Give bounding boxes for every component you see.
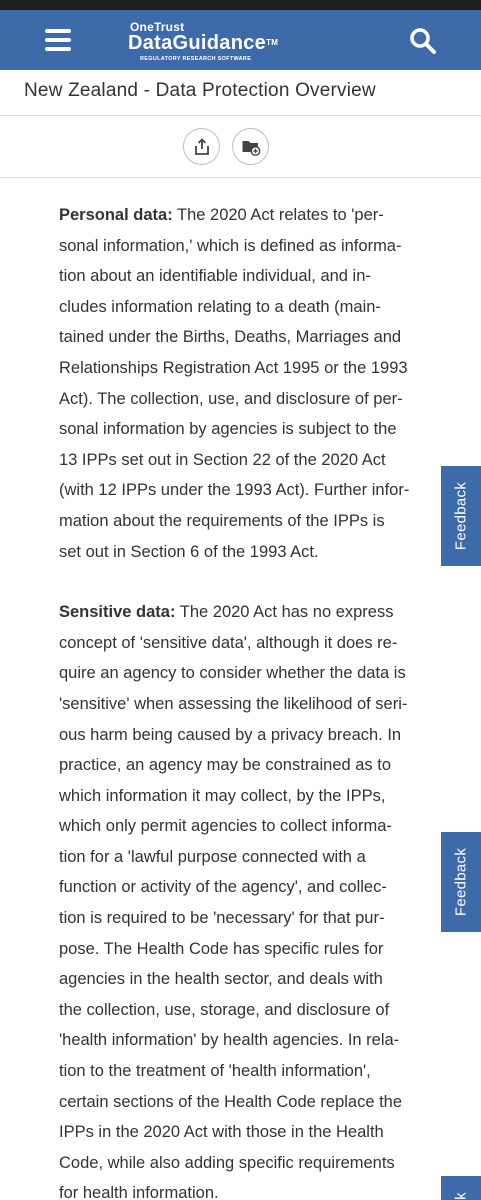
paragraph-line: cludes information relating to a death (main- [59,297,381,316]
logo-tagline: REGULATORY RESEARCH SOFTWARE [140,56,252,62]
paragraph-line: sonal information,' which is defined as informa- [59,236,402,255]
paragraph-line: tion for a 'lawful purpose connected with a [59,847,366,866]
page-title-bar [0,70,481,116]
paragraph-line: Code, while also adding specific requirements [59,1153,395,1172]
paragraph-line: agencies in the health sector, and deals with [59,970,383,989]
share-icon [192,137,212,157]
sensitive-data-paragraph [59,597,429,1200]
paragraph-line: which information it may collect, by the IPPs, [59,786,386,805]
paragraph-line: certain sections of the Health Code replace the [59,1092,403,1111]
add-to-folder-icon [241,137,261,157]
personal-data-paragraph [59,200,429,567]
paragraph-line: Relationships Registration Act 1995 or the 1993 [59,358,408,377]
paragraph-line: for health information. [59,1184,219,1200]
paragraph-line: tained under the Births, Deaths, Marriages and [59,328,402,347]
paragraph-line: 'sensitive' when assessing the likelihood of seri- [59,694,408,713]
paragraph-line: Act). The collection, use, and disclosure of per- [59,389,403,408]
paragraph-line: set out in Section 6 of the 1993 Act. [59,542,319,561]
article-content [59,200,429,1200]
paragraph-line: which only permit agencies to collect informa- [59,817,392,836]
paragraph-line: practice, an agency may be constrained as to [59,756,392,775]
top-navigation-bar [0,10,481,70]
paragraph-line: 'health information' by health agencies. In rela- [59,1031,400,1050]
hamburger-menu-icon[interactable] [42,24,74,56]
dataguidance-logo[interactable] [110,20,300,66]
share-button[interactable] [183,128,220,165]
paragraph-line: pose. The Health Code has specific rules for [59,939,384,958]
paragraph-line: sonal information by agencies is subject to the [59,420,397,439]
paragraph-line: IPPs in the 2020 Act with those in the Health [59,1123,384,1142]
personal-data-heading: Personal data: [59,206,173,224]
paragraph-line: mation about the requirements of the IPPs is [59,511,385,530]
search-icon[interactable] [408,26,438,56]
paragraph-line: Sensitive data: The 2020 Act has no express [59,603,394,622]
feedback-tab-partial[interactable]: k [441,1176,481,1200]
logo-onetrust: OneTrust [130,20,185,34]
feedback-tab[interactable]: Feedback [441,832,481,932]
sensitive-data-heading: Sensitive data: [59,603,176,622]
logo-dataguidance: DataGuidance™ [128,32,279,54]
paragraph-line: quire an agency to consider whether the data is [59,664,406,683]
paragraph-line: tion is required to be 'necessary' for that pur- [59,909,385,928]
paragraph-line: (with 12 IPPs under the 1993 Act). Further infor- [59,481,410,500]
article-actions-bar [0,116,481,178]
paragraph-line: tion to the treatment of 'health information', [59,1062,371,1081]
paragraph-line: Personal data: The 2020 Act relates to 'per- [59,206,384,224]
paragraph-line: 13 IPPs set out in Section 22 of the 2020 Act [59,450,386,469]
status-strip [0,0,481,10]
paragraph-line: the collection, use, storage, and disclosure of [59,1000,390,1019]
paragraph-line: function or activity of the agency', and collec- [59,878,387,897]
feedback-tab[interactable]: Feedback [441,466,481,566]
paragraph-line: ous harm being caused by a privacy breach. In [59,725,402,744]
add-to-folder-button[interactable] [232,128,269,165]
page-title: New Zealand - Data Protection Overview [24,80,376,101]
paragraph-line: concept of 'sensitive data', although it does re- [59,633,398,652]
paragraph-line: tion about an identifiable individual, and in- [59,267,371,286]
